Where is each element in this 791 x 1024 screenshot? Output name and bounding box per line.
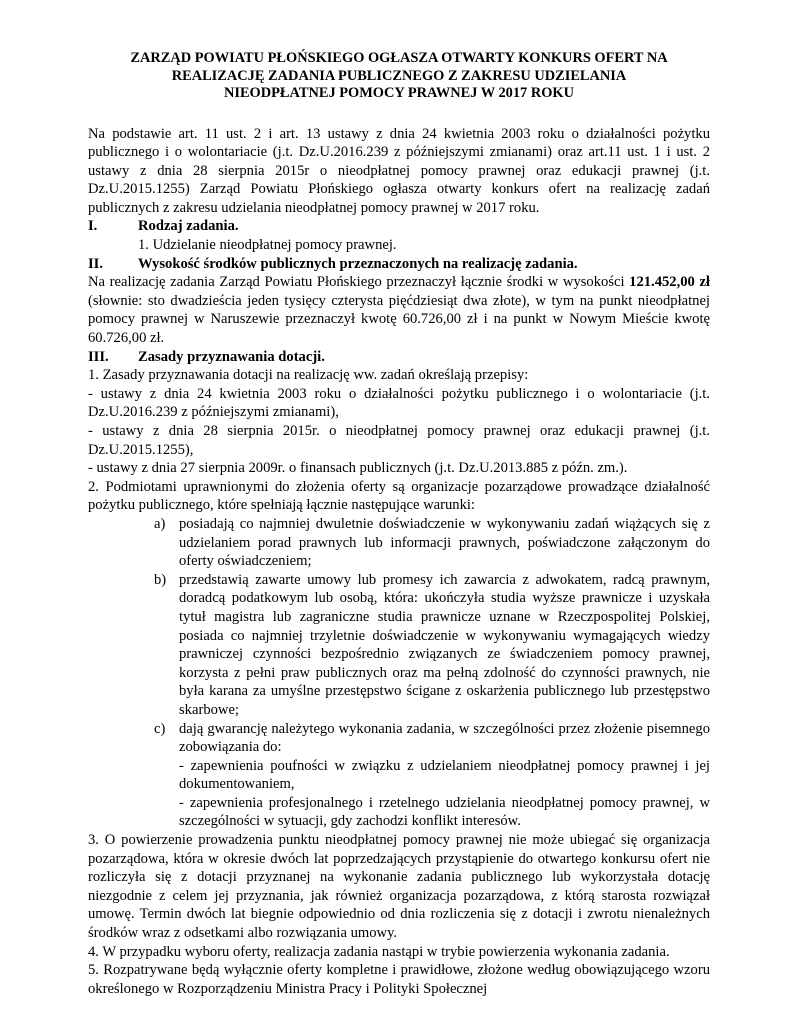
condition-c-label: c) (154, 720, 166, 737)
condition-b-text: przedstawią zawarte umowy lub promesy ich zawarcia z adwokatem, radcą prawnym, doradcą podatkowym lub osobą, która: ukończyła studia wyższe prawnicze i uzyskała tytuł magistra lub zagraniczne studia prawnicze uznane w Rzeczpospolitej Polskiej, posiada co najmniej trzyletnie doświadczenie w wykonywaniu wymagających wiedzy prawniczej czynności bezpośrednio związanych ze świadczeniem pomocy prawnej, korzysta z pełni praw publicznych oraz ma pełną zdolność do czynności prawnych, nie była karana za umyślne przestępstwo ścigane z oskarżenia publicznego lub przestępstwo skarbowe; (179, 571, 710, 718)
section-3-heading (88, 348, 710, 367)
section-1-number: I. (88, 218, 98, 235)
section-1-item: 1. Udzielanie nieodpłatnej pomocy prawnej. (138, 237, 397, 254)
law-reference-1: - ustawy z dnia 24 kwietnia 2003 roku o działalności pożytku publicznego i o wolontariacie (j.t. Dz.U.2016.239 z późniejszymi zmianami), (88, 385, 710, 421)
section-2-heading (88, 255, 710, 274)
condition-a (88, 515, 710, 571)
section-3-point-3: 3. O powierzenie prowadzenia punktu nieodpłatnej pomocy prawnej nie może ubiegać się organizacja pozarządowa, która w okresie dwóch lat poprzedzających przystąpienie do otwartego konkursu ofert nie rozliczyła się z dotacji przyznanej na wykonanie zadania publicznego lub wykorzystała dotację niezgodnie z celem jej przyznania, jak również organizacja pozarządowa, z którą starosta rozwiązał umowę. Termin dwóch lat biegnie odpowiednio od dnia rozliczenia się z dotacji i zwrotu nienależnych środków wraz z odsetkami albo rozwiązania umowy. (88, 832, 710, 942)
section-3-point-4: 4. W przypadku wyboru oferty, realizacja zadania nastąpi w trybie powierzenia wykonania zadania. (88, 943, 670, 960)
condition-c-dash-2: - zapewnienia profesjonalnego i rzetelnego udzielania nieodpłatnej pomocy prawnej, w szczególności w sytuacji, gdy zachodzi konflikt interesów. (179, 794, 710, 830)
condition-c-body (179, 720, 710, 832)
condition-a-text: posiadają co najmniej dwuletnie doświadczenie w wykonywaniu zadań wiążących się z udzielaniem porad prawnych lub informacji prawnych, poświadczone załączonym do oferty oświadczeniem; (179, 515, 710, 570)
funding-amount: 121.452,00 zł (629, 274, 710, 291)
condition-c-dash-1: - zapewnienia poufności w związku z udzielaniem nieodpłatnej pomocy prawnej i jej dokumentowaniem, (179, 757, 710, 793)
section-3-point-1: 1. Zasady przyznawania dotacji na realizację ww. zadań określają przepisy: (88, 367, 529, 384)
section-3-number: III. (88, 348, 109, 365)
section-2-title: Wysokość środków publicznych przeznaczonych na realizację zadania. (138, 255, 578, 272)
title-line-1: ZARZĄD POWIATU PŁOŃSKIEGO OGŁASZA OTWARTY KONKURS OFERT NA (130, 50, 668, 66)
section-3-point-5: 5. Rozpatrywane będą wyłącznie oferty kompletne i prawidłowe, złożone według obowiązującego wzoru określonego w Rozporządzeniu Ministra Pracy i Polityki Społecznej (88, 962, 710, 997)
law-reference-3: - ustawy z dnia 27 sierpnia 2009r. o finansach publicznych (j.t. Dz.U.2013.885 z późn. zm.). (88, 460, 628, 477)
section-1-heading (88, 217, 710, 236)
document-title (88, 50, 710, 103)
document-page (88, 50, 710, 998)
section-3-title: Zasady przyznawania dotacji. (138, 348, 325, 365)
law-reference-2: - ustawy z dnia 28 sierpnia 2015r. o nieodpłatnej pomocy prawnej oraz edukacji prawnej (j.t. Dz.U.2015.1255), (88, 423, 710, 458)
funding-text-after: (słownie: sto dwadzieścia jeden tysięcy czterysta pięćdziesiąt dwa złote), w tym na punkt nieodpłatnej pomocy prawnej w Naruszewie przeznaczył kwotę 60.726,00 zł i na punkt w Nowym Mieście kwotę 60.726,00 zł. (88, 292, 710, 347)
section-3-point-2: 2. Podmiotami uprawnionymi do złożenia oferty są organizacje pozarządowe prowadzące działalność pożytku publicznego, które spełniają łącznie następujące warunki: (88, 478, 710, 514)
funding-text-before: Na realizację zadania Zarząd Powiatu Płońskiego przeznaczył łącznie środki w wysokości (88, 274, 630, 291)
intro-paragraph: Na podstawie art. 11 ust. 2 i art. 13 ustawy z dnia 24 kwietnia 2003 roku o działalności pożytku publicznego i o wolontariacie (j.t. Dz.U.2016.239 z późniejszymi zmianami) oraz art.11 ust. 1 i ust. 2 ustawy z dnia 28 sierpnia 2015r o nieodpłatnej pomocy prawnej oraz edukacji prawnej (j.t. Dz.U.2015.1255) Zarząd Powiatu Płońskiego ogłasza otwarty konkurs ofert na realizację zadań publicznych z zakresu udzielania nieodpłatnej pomocy prawnej w 2017 roku. (88, 125, 710, 216)
condition-c (88, 720, 710, 832)
section-2-number: II. (88, 255, 104, 272)
condition-b-label: b) (154, 571, 167, 588)
title-line-3: NIEODPŁATNEJ POMOCY PRAWNEJ W 2017 ROKU (223, 85, 575, 101)
condition-c-text: dają gwarancję należytego wykonania zadania, w szczególności przez złożenie pisemnego zobowiązania do: (179, 720, 710, 756)
title-line-2: REALIZACJĘ ZADANIA PUBLICZNEGO Z ZAKRESU UDZIELANIA (171, 67, 627, 84)
condition-b (88, 571, 710, 720)
section-2-paragraph (88, 273, 710, 347)
condition-a-label: a) (154, 515, 166, 532)
section-1-title: Rodzaj zadania. (138, 218, 239, 235)
